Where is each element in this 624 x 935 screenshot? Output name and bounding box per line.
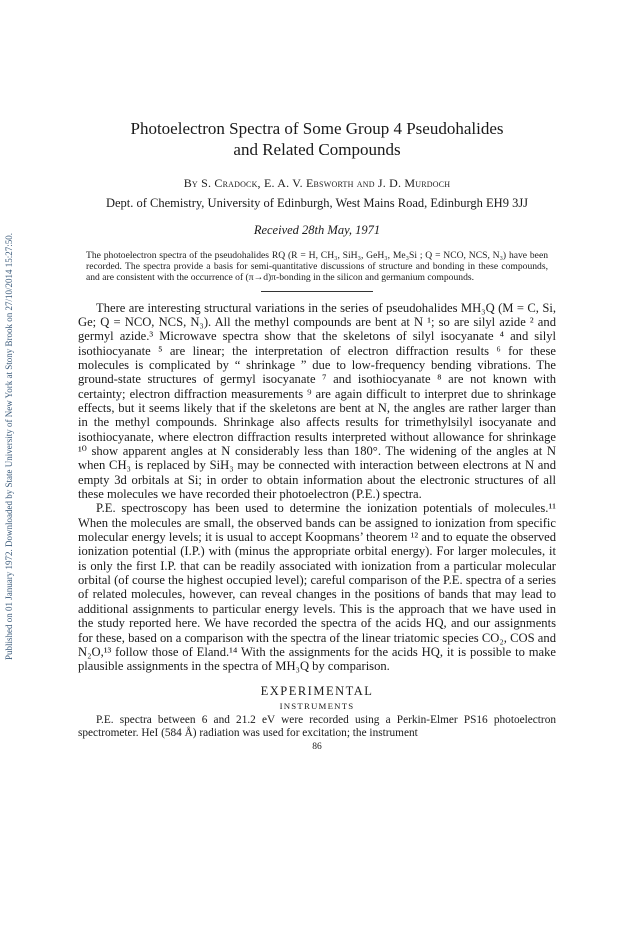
- paragraph-intro: There are interesting structural variations in the series of pseudohalides MH₃Q (M = C, Si, Ge; Q = NCO, NCS, N₃). All the methyl compounds are bent at N ¹; so are silyl azide ² and germyl azide.³ Microwave spectra show that the skeletons of silyl isocyanate ⁴ and silyl isothiocyanate ⁵ are linear; the interpretation of electron diffraction results ⁶ for these molecules is complicated by “ shrinkage ” due to low-frequency bending vibrations. The ground-state structures of germyl isocyanate ⁷ and isothiocyanate ⁸ are not known with certainty; electron diffraction measurements ⁹ are again difficult to interpret due to shrinkage effects, but it seems likely that if the skeletons are bent at N, the angles are rather larger than in the methyl compounds. Shrinkage also affects results for trimethylsilyl isocyanate and isothiocyanate, where electron diffraction results interpreted without allowance for shrinkage ¹⁰ show apparent angles at N considerably less than 180°. The widening of the angles at N when CH₃ is replaced by SiH₃ may be connected with interaction between electrons at N and empty 3d orbitals at Si; in order to obtain information about the electronic structures of all these molecules we have recorded their photoelectron (P.E.) spectra.: [78, 300, 556, 502]
- paragraph-pe-spectroscopy: P.E. spectroscopy has been used to determine the ionization potentials of molecules.¹¹ When the molecules are small, the observed bands can be assigned to ionization from specific molecular energy levels; it is usual to accept Koopmans’ theorem ¹² and to equate the observed ionization potential (I.P.) with (minus the appropriate orbital energy). For larger molecules, it is only the first I.P. that can be readily associated with ionization from a particular molecular orbital (of course the highest occupied level); careful comparison of the P.E. spectra of a series of related molecules, however, can reveal changes in the positions of bands that may lead to additional assignments to particular energy levels. This is the approach that we have used in the study reported here. We have recorded the spectra of the acids HQ, and our assignments for these, based on a comparison with the spectra of the linear triatomic species CO₂, COS and N₂O,¹³ follow those of Eland.¹⁴ With the assignments for the acids HQ, it is possible to make plausible assignments in the spectra of MH₃Q by comparison.: [78, 501, 556, 674]
- abstract: The photoelectron spectra of the pseudohalides RQ (R = H, CH₃, SiH₃, GeH₃, Me₃Si ; Q = NCO, NCS, N₃) have been recorded. The spectra provide a basis for semi-quantitative discussions of structure and bonding in these compounds, and are consistent with the occurrence of (π→d)π-bonding in the silicon and germanium compounds.: [86, 250, 548, 284]
- article-body: [78, 301, 556, 674]
- download-notice: Published on 01 January 1972. Downloaded by State University of New York at Stony Brook on 27/10/2014 15:27:50.: [4, 233, 14, 660]
- paragraph-experimental: P.E. spectra between 6 and 21.2 eV were recorded using a Perkin-Elmer PS16 photoelectron spectrometer. HeI (584 Å) radiation was used for excitation; the instrument: [78, 713, 556, 739]
- received-date: Received 28th May, 1971: [253, 223, 381, 237]
- author-list: By S. Cradock, E. A. V. Ebsworth and J. D. Murdoch: [183, 176, 451, 190]
- subsection-heading: INSTRUMENTS: [279, 700, 355, 711]
- title-line-1: Photoelectron Spectra of Some Group 4 Pseudohalides: [130, 119, 504, 138]
- section-heading: EXPERIMENTAL: [260, 683, 374, 698]
- section-divider: [261, 291, 373, 292]
- title-line-2: and Related Compounds: [233, 140, 401, 159]
- article-page: [78, 118, 556, 752]
- article-title: [78, 118, 556, 160]
- page-number: 86: [312, 741, 322, 752]
- affiliation: Dept. of Chemistry, University of Edinburgh, West Mains Road, Edinburgh EH9 3JJ: [105, 196, 529, 210]
